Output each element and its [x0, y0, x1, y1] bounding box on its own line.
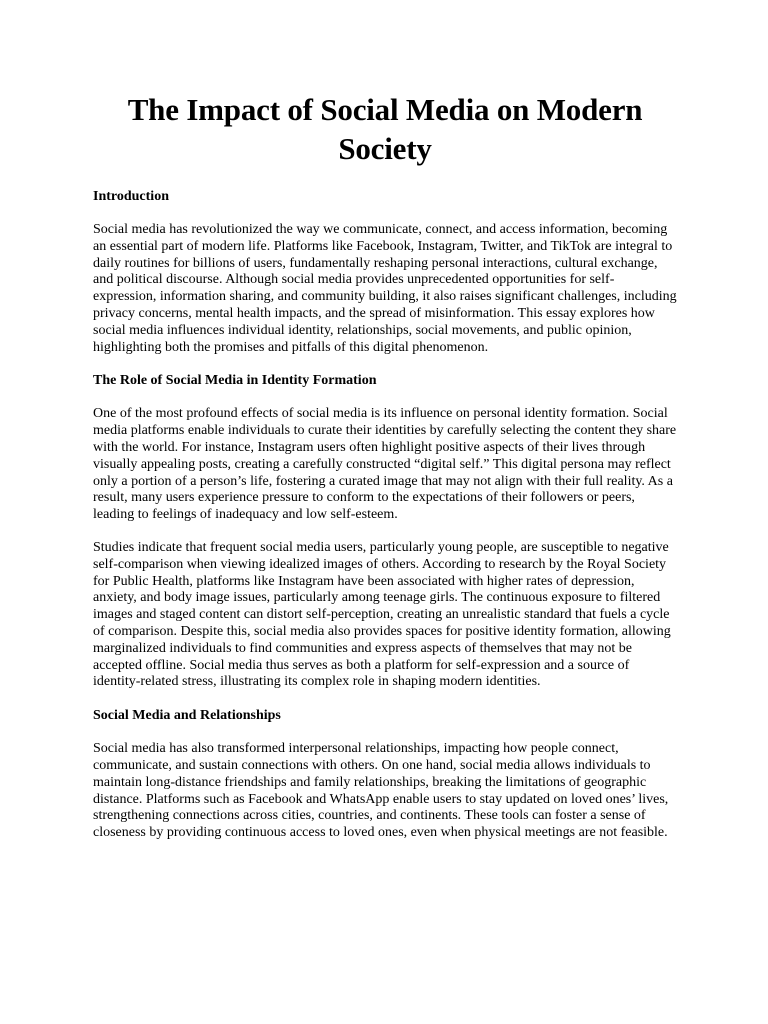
paragraph: One of the most profound effects of social media is its influence on personal identity formation. Social media platforms enable individuals to curate their identities by carefully selecting the content they share with the world. For instance, Instagram users often highlight positive aspects of their lives through visually appealing posts, creating a carefully constructed “digital self.” This digital persona may reflect only a portion of a person’s life, fostering a curated image that may not align with their full reality. As a result, many users experience pressure to conform to the expectations of their followers or peers, leading to feelings of inadequacy and low self-esteem.	[93, 406, 677, 523]
section-heading: The Role of Social Media in Identity Formation	[93, 373, 377, 389]
paragraph: Social media has revolutionized the way we communicate, connect, and access information, becoming an essential part of modern life. Platforms like Facebook, Instagram, Twitter, and TikTok are integral to daily routines for billions of users, fundamentally reshaping personal interactions, cultural exchange, and political discourse. Although social media provides unprecedented opportunities for self-expression, information sharing, and community building, it also raises significant challenges, including privacy concerns, mental health impacts, and the spread of misinformation. This essay explores how social media influences individual identity, relationships, social movements, and public opinion, highlighting both the promises and pitfalls of this digital phenomenon.	[93, 222, 677, 355]
document-title: The Impact of Social Media on Modern Society	[127, 92, 643, 166]
document-page	[93, 90, 677, 858]
section-heading: Introduction	[93, 189, 169, 204]
section-introduction	[93, 188, 677, 356]
paragraph: Social media has also transformed interpersonal relationships, impacting how people connect, communicate, and sustain connections with others. On one hand, social media allows individuals to maintain long-distance friendships and family relationships, breaking the limitations of geographic distance. Platforms such as Facebook and WhatsApp enable users to stay updated on loved ones’ lives, strengthening connections across cities, countries, and continents. These tools can foster a sense of closeness by providing continuous access to loved ones, even when physical meetings are not feasible.	[93, 741, 669, 841]
section-identity-formation	[93, 372, 677, 691]
section-relationships	[93, 707, 677, 842]
section-heading: Social Media and Relationships	[93, 708, 281, 724]
paragraph: Studies indicate that frequent social media users, particularly young people, are susceptible to negative self-comparison when viewing idealized images of others. According to research by the Royal Society for Public Health, platforms like Instagram have been associated with higher rates of depression, anxiety, and body image issues, particularly among teenage girls. The continuous exposure to filtered images and staged content can distort self-perception, creating an unrealistic standard that fuels a cycle of comparison. Despite this, social media also provides spaces for positive identity formation, allowing marginalized individuals to find communities and express aspects of themselves that may not be accepted offline. Social media thus serves as both a platform for self-expression and a source of identity-related stress, illustrating its complex role in shaping modern identities.	[93, 539, 671, 690]
